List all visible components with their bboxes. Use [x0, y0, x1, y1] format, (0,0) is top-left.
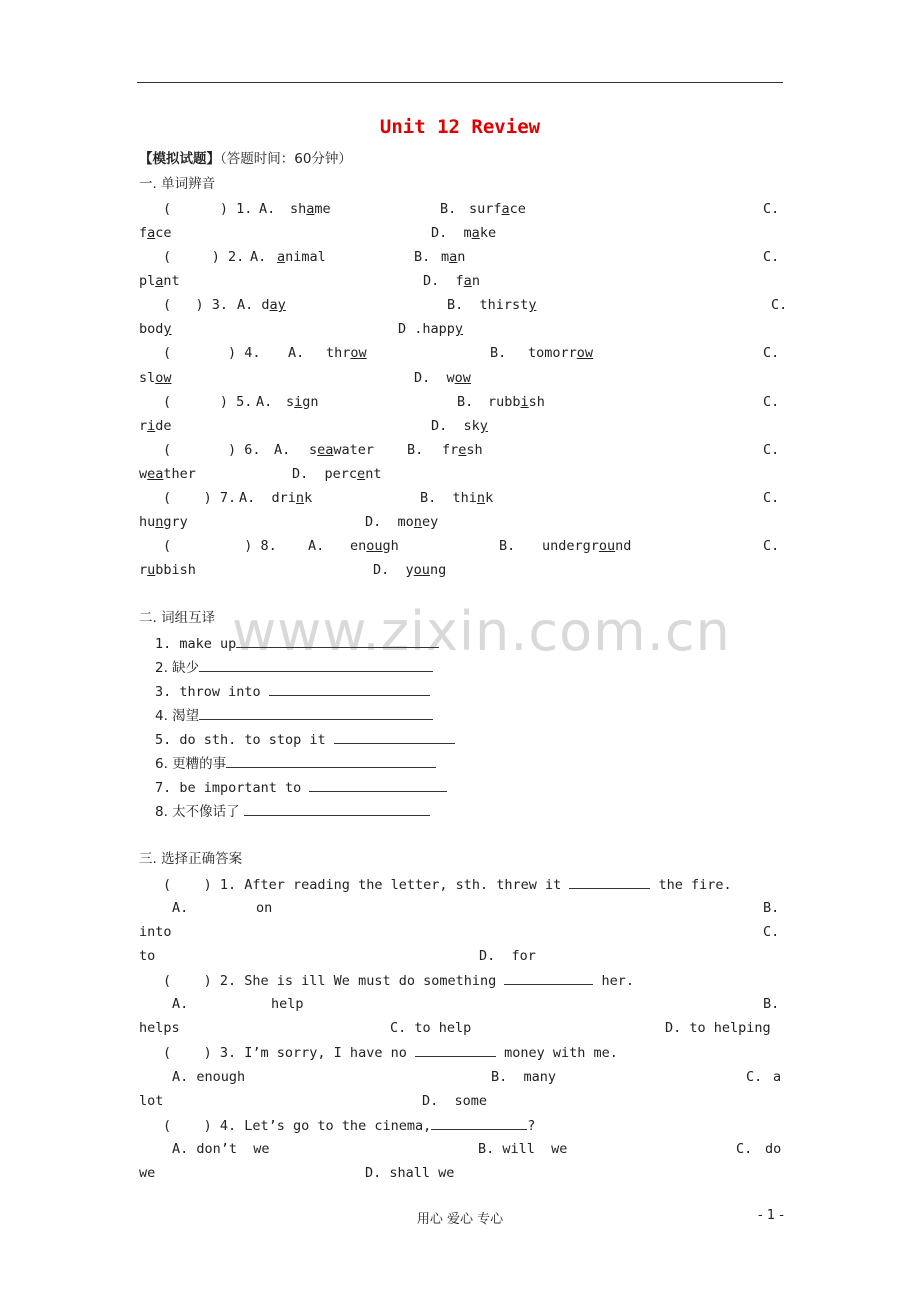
s1-q7-a: A. drink: [239, 490, 313, 506]
s3-q4-c-label: C.: [736, 1141, 753, 1157]
s3-q2-d: D. to helping: [665, 1020, 771, 1036]
s2-item-6: 6. 更糟的事: [155, 754, 436, 773]
s1-q3-b: B. thirsty: [447, 297, 537, 313]
watermark: www.zixin.com.cn: [232, 600, 731, 663]
s3-q2-b-text: helps: [139, 1020, 180, 1036]
s1-q3-c-word: body: [139, 321, 172, 337]
s3-q1-a-text: on: [256, 900, 273, 916]
s1-q7-c-label: C.: [763, 490, 780, 506]
s1-q3-prefix: ( ) 3.: [163, 297, 229, 313]
header-time: （答题时间：60分钟）: [220, 151, 352, 167]
s3-q3-stem: ( ) 3. I’m sorry, I have no money with me.: [163, 1045, 618, 1061]
s1-q5-a-label: A.: [256, 394, 273, 410]
s3-q4-c-text2: we: [139, 1165, 156, 1181]
header-bracket: 【模拟试题】: [139, 151, 220, 167]
s3-q4-d: D. shall we: [365, 1165, 455, 1181]
s1-q5-c-word: ride: [139, 418, 172, 434]
header-rule: [137, 82, 783, 83]
s3-q4-b: B. will we: [478, 1141, 568, 1157]
s1-q2-c-word: plant: [139, 273, 180, 289]
s1-q7-c-word: hungry: [139, 514, 188, 530]
s1-q4-prefix: ( ) 4.: [163, 345, 261, 361]
s1-q2-a-label: A.: [250, 249, 267, 265]
s3-q2-a-label: A.: [172, 996, 189, 1012]
s2-item-8: 8. 太不像话了: [155, 802, 430, 821]
s3-q1-c-text: to: [139, 948, 156, 964]
s1-q6-a-word: seawater: [309, 442, 375, 458]
s1-q4-a-label: A.: [288, 345, 305, 361]
s1-q1-a-label: A.: [259, 201, 276, 217]
s1-q4-a-word: throw: [326, 345, 367, 361]
s1-q1-b-label: B.: [440, 201, 457, 217]
s2-item-3: 3. throw into: [155, 682, 430, 701]
s1-q5-b-label: B.: [457, 394, 474, 410]
s1-q5-d: D. sky: [431, 418, 488, 434]
s1-q5-prefix: ( ) 5.: [163, 394, 253, 410]
s1-q6-c-label: C.: [763, 442, 780, 458]
s1-q2-d: D. fan: [423, 273, 480, 289]
s3-q3-c-text1: a: [773, 1069, 782, 1085]
s1-q4-b-word: tomorrow: [528, 345, 594, 361]
s1-q8-c-label: C.: [763, 538, 780, 554]
s3-q2-a-text: help: [271, 996, 304, 1012]
s2-item-7: 7. be important to: [155, 778, 447, 797]
s1-q2-prefix: ( ) 2.: [163, 249, 245, 265]
s2-item-4: 4. 渴望: [155, 706, 433, 725]
s1-q1-b-word: surface: [469, 201, 526, 217]
s1-q4-d: D. wow: [414, 370, 471, 386]
s1-q3-d: D .happy: [398, 321, 464, 337]
s1-q3-c-label: C.: [771, 297, 788, 313]
s1-q2-b-label: B.: [414, 249, 431, 265]
s1-q5-b-word: rubbish: [488, 394, 545, 410]
s3-q3-a: A. enough: [172, 1069, 246, 1085]
s1-q3-a: A. day: [237, 297, 286, 313]
s1-q5-a-word: sign: [286, 394, 319, 410]
s3-q1-a-label: A.: [172, 900, 189, 916]
footer-motto: 用心 爱心 专心: [416, 1212, 504, 1227]
s3-q1-b-text: into: [139, 924, 172, 940]
s1-q8-a-label: A.: [308, 538, 325, 554]
s1-q1-a-word: shame: [290, 201, 331, 217]
s1-q4-b-label: B.: [490, 345, 507, 361]
s3-q3-c-label: C.: [746, 1069, 763, 1085]
s1-q5-c-label: C.: [763, 394, 780, 410]
s1-q2-c-label: C.: [763, 249, 780, 265]
s3-q2-b-label: B.: [763, 996, 780, 1012]
s3-q4-stem: ( ) 4. Let’s go to the cinema, ?: [163, 1118, 536, 1134]
s2-item-5: 5. do sth. to stop it: [155, 730, 455, 749]
test-header: [139, 150, 352, 168]
s1-q8-b-word: underground: [542, 538, 632, 554]
s3-q3-b: B. many: [491, 1069, 557, 1085]
s1-q1-d: D. make: [431, 225, 497, 241]
s1-q1-c-label: C.: [763, 201, 780, 217]
s3-q1-b-label: B.: [763, 900, 780, 916]
s3-q2-c: C. to help: [390, 1020, 472, 1036]
s1-q7-d: D. money: [365, 514, 439, 530]
s3-q3-c-text2: lot: [139, 1093, 164, 1109]
s3-q2-stem: ( ) 2. She is ill We must do something her.: [163, 973, 635, 989]
s1-q4-c-word: slow: [139, 370, 172, 386]
s2-item-2: 2. 缺少: [155, 658, 433, 677]
s1-q8-d: D. young: [373, 562, 447, 578]
s3-q1-stem: ( ) 1. After reading the letter, sth. threw it the fire.: [163, 877, 732, 893]
s1-q8-b-label: B.: [499, 538, 516, 554]
s3-q1-d: D. for: [479, 948, 536, 964]
s3-q1-c-label: C.: [763, 924, 780, 940]
s1-q1-prefix: ( ) 1.: [163, 201, 253, 217]
s3-q4-a: A. don’t we: [172, 1141, 270, 1157]
s1-q6-d: D. percent: [292, 466, 382, 482]
section3-heading: 三. 选择正确答案: [139, 851, 243, 867]
s1-q1-c-word: face: [139, 225, 172, 241]
s3-q3-d: D. some: [422, 1093, 488, 1109]
page-number: - 1 -: [758, 1208, 784, 1223]
s1-q8-prefix: ( ) 8.: [163, 538, 277, 554]
s1-q4-c-label: C.: [763, 345, 780, 361]
s2-item-1: 1. make up: [155, 634, 439, 653]
section2-heading: 二. 词组互译: [139, 610, 216, 626]
s1-q8-a-word: enough: [350, 538, 399, 554]
page-title: Unit 12 Review: [379, 116, 541, 138]
s1-q6-b-word: fresh: [442, 442, 483, 458]
section1-heading: 一. 单词辨音: [139, 176, 216, 192]
s3-q4-c-text1: do: [765, 1141, 782, 1157]
s1-q8-c-word: rubbish: [139, 562, 196, 578]
s1-q2-a-word: animal: [277, 249, 326, 265]
s1-q6-c-word: weather: [139, 466, 196, 482]
s1-q6-prefix: ( ) 6.: [163, 442, 261, 458]
s1-q2-b-word: man: [441, 249, 466, 265]
s1-q7-b: B. think: [420, 490, 494, 506]
s1-q6-a-label: A.: [274, 442, 291, 458]
s1-q7-prefix: ( ) 7.: [163, 490, 237, 506]
s1-q6-b-label: B.: [407, 442, 424, 458]
